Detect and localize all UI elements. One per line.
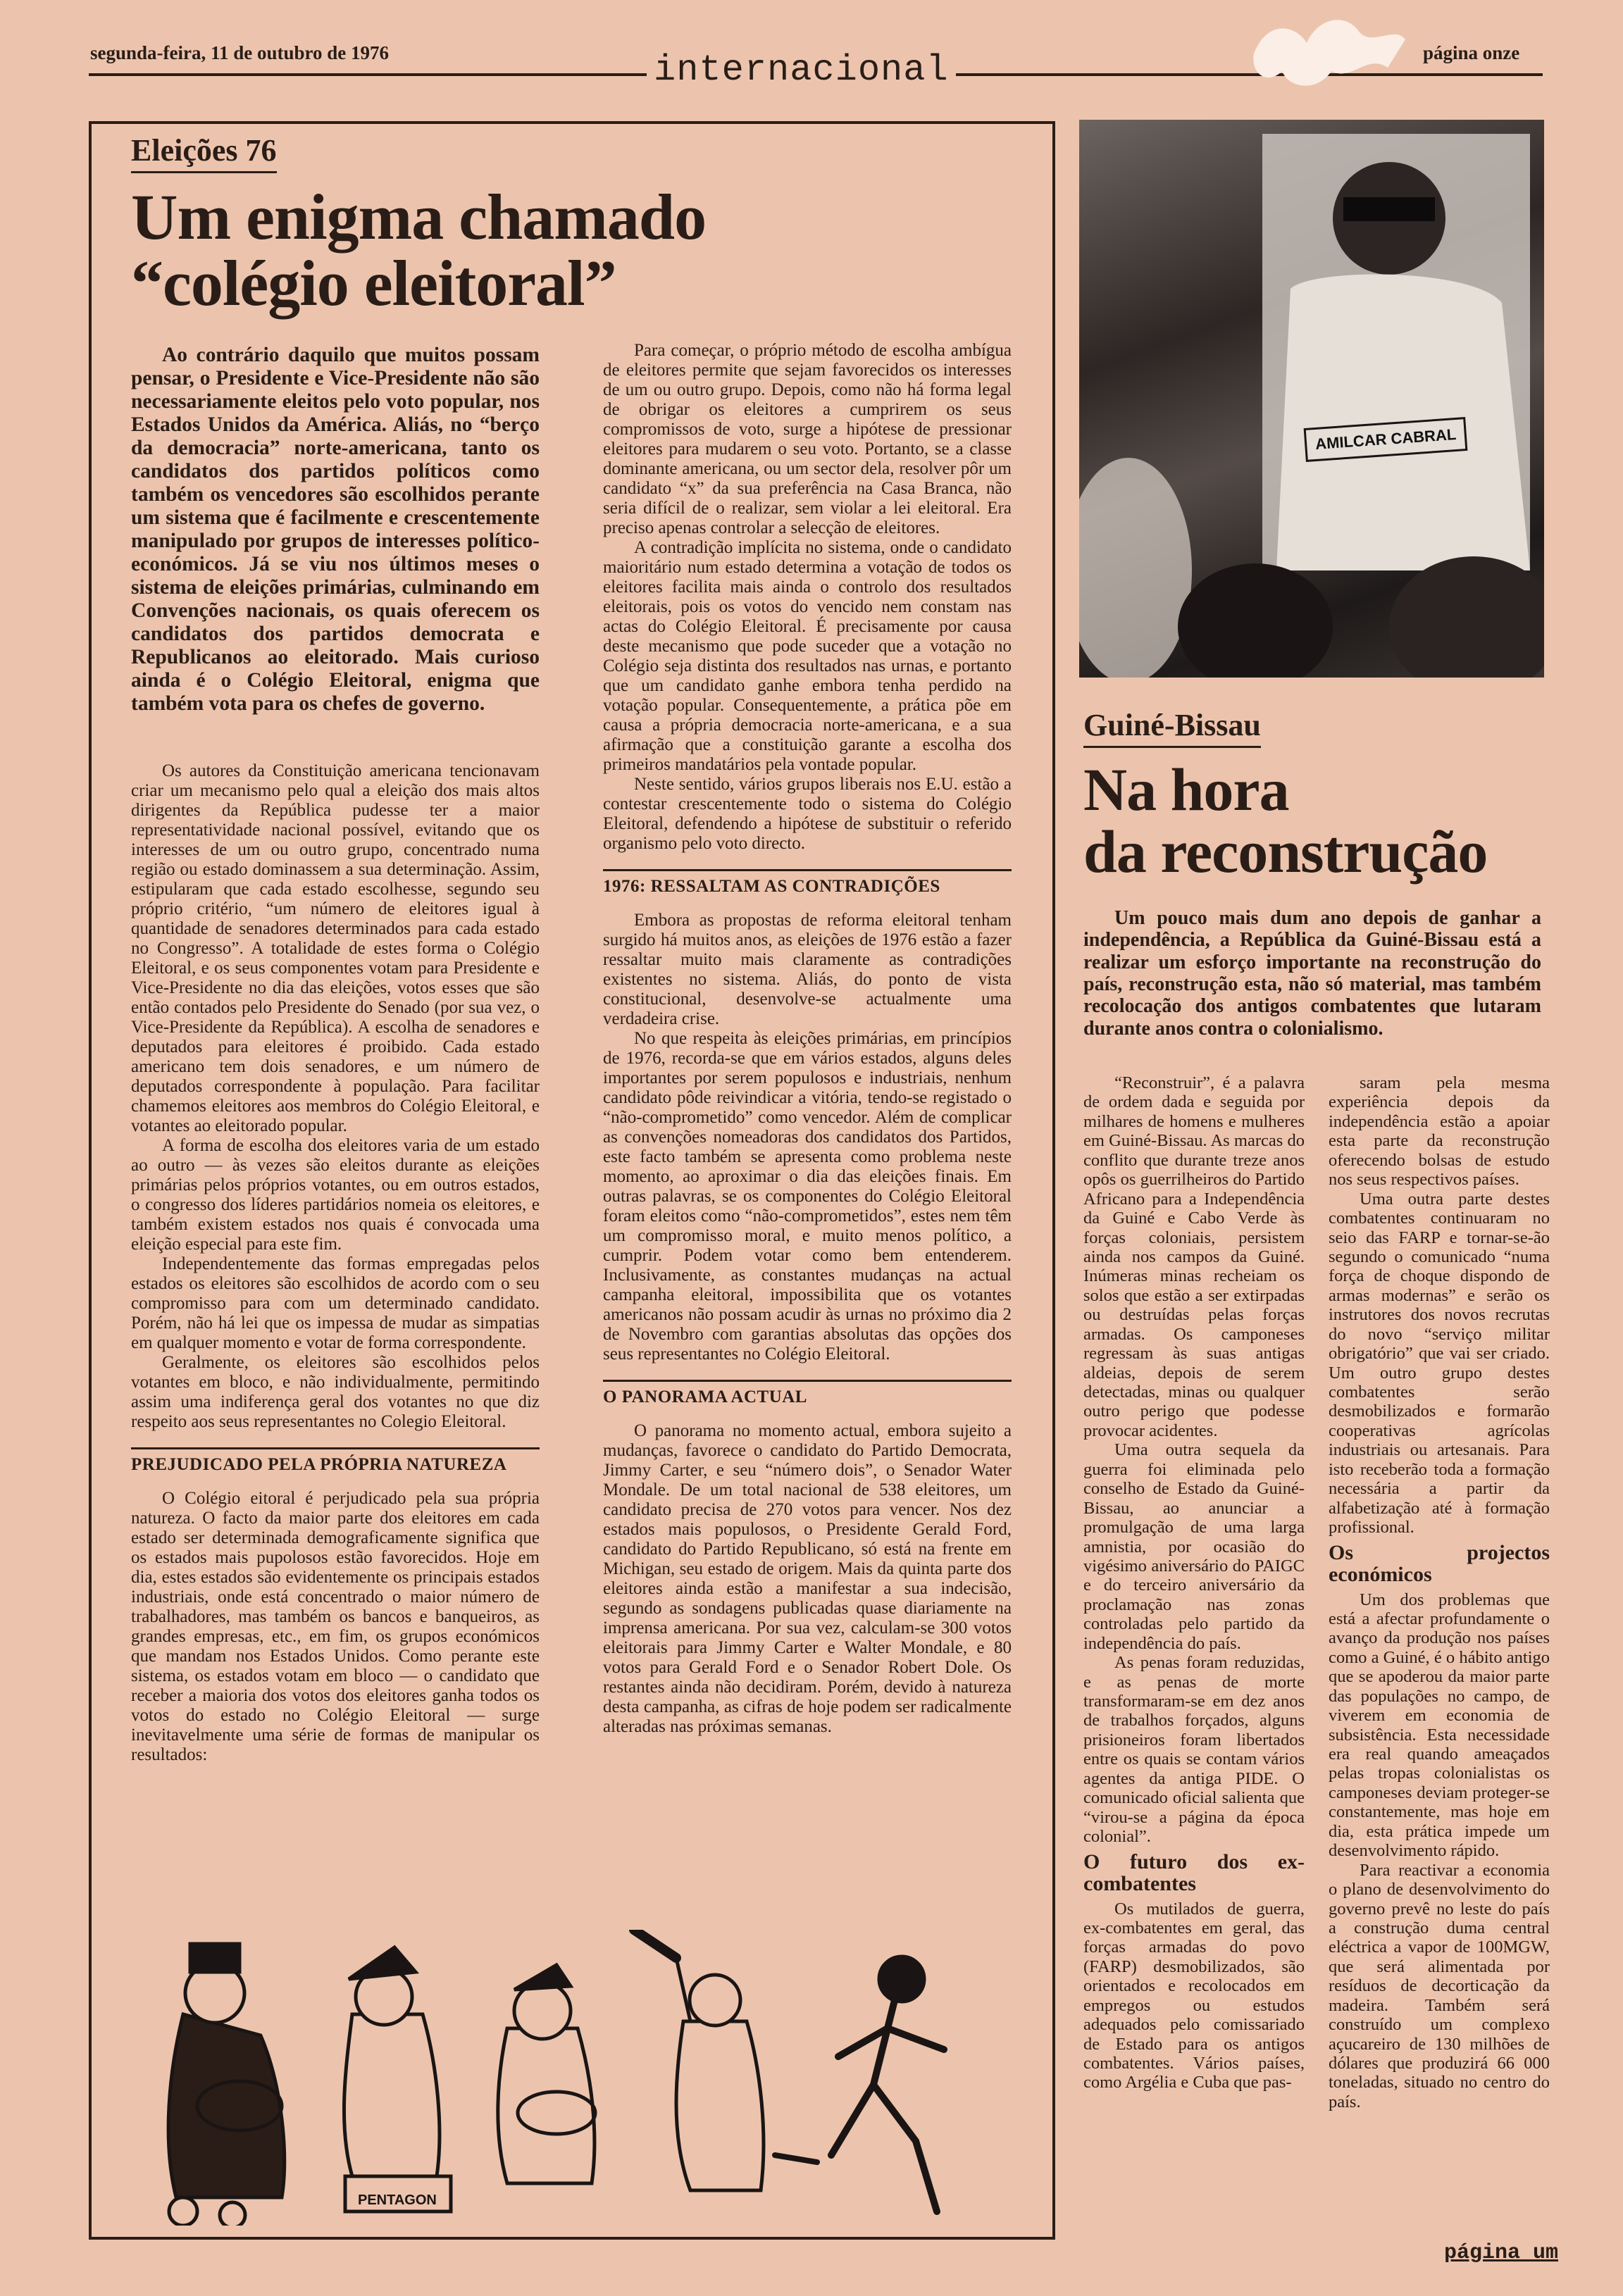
political-cartoon — [141, 1930, 1043, 2226]
article1-lead: Ao contrário daquilo que muitos possam pensar, o Presidente e Vice-Presidente não são necessariamente eleitos pelo voto popular, nos Estados Unidos da América. Aliás, no “berço da democracia” norte-americana, tanto os candidatos dos partidos políticos como também os vencedores são escolhidos perante um sistema que é facilmente e crescentemente manipulado por grupos de interesses político-económicos. Já se viu nos últimos meses o sistema de eleições primárias, culminando em Convenções nacionais, os quais oferecem os candidatos dos partidos democrata e Republicanos ao eleitorado. Mais curioso ainda é o Colégio Eleitoral, enigma que também vota para os chefes de governo. — [131, 344, 540, 716]
article1-body-col2: Para começar, o próprio método de escolha ambígua de eleitores permite que sejam favorecidos os interesses de um ou outro grupo. Depois, como não há forma legal de obrigar os eleitores a cumprirem os seus compromissos de voto, surge a hipótese de pressionar eleitores para mudarem o seu voto. Portanto, se a classe dominante americana, ou um sector dela, resolver pôr um candidato “x” da sua preferência na Casa Branca, não seria difícil de o realizar, sem violar a lei eleitoral. Era preciso apenas controlar a selecção de eleitores. A contradição implícita no sistema, onde o candidato maioritário num estado determina a votação de todos os eleitores facilita mais ainda o controlo dos resultados eleitorais, pois os votos do vencido nem constam nas actas do Colégio Eleitoral. É precisamente por causa deste mecanismo que pode suceder que a votação no Colégio seja distinta dos resultados nas urnas, e portanto que um candidato ganhe embora tenha perdido na votação popular. Consequentemente, a prática põe em causa a própria democracia norte-americana, e a sua afirmação que a constituição garante a escolha dos primeiros mandatários pela vontade popular. Neste sentido, vários grupos liberais nos E.U. estão a contestar crescentemente todo o sistema do Colégio Eleitoral, defendendo a hipótese de substituir o referido organismo pelo voto directo. — [603, 341, 1012, 853]
issue-date: segunda-feira, 11 de outubro de 1976 — [90, 42, 390, 63]
article1-body-col1: Os autores da Constituição americana tencionavam criar um mecanismo pelo qual a eleição dos mais altos dirigentes da República pudesse ter a maior representatividade nacional possível, evitando que os interesses de um ou outro grupo, concentrado numa região ou estado dominassem a sua determinação. Assim, estipularam que cada estado escolhesse, segundo seu próprio critério, “um número de eleitores igual à quantidade de senadores determinados para cada estado no Congresso”. A totalidade de estes forma o Colégio Eleitoral, e os seus componentes votam para Presidente e Vice-Presidente no dia das eleições, votos esses que são então contados pelo Presidente do Senado (por sua vez, o Vice-Presidente da República). A escolha de senadores e deputados para eleitores é proibido. Cada estado americano tem dois senadores, e um número de deputados correspondente à população. Para facilitar chamemos eleitores aos membros do Colégio Eleitoral, e votantes ao eleitorado popular. A forma de escolha dos eleitores varia de um estado ao outro — às vezes são eleitos durante as eleições primárias pelos próprios votantes, ou em outros estados, o congresso dos líderes partidários nomeia os eleitores, e também existem estados nos quais é convocada uma eleição especial para este fim. Independentemente das formas empregadas pelos estados os eleitores são escolhidos de acordo com o seu compromisso para com um determinado candidato. Porém, não há lei que os impessa de mudar as simpatias em qualquer momento e votar de forma correspondente. Geralmente, os eleitores são escolhidos pelos votantes em bloco, e não individualmente, permitindo assim uma indiferença geral dos votantes no que diz respeito aos seus representantes no Colegio Eleitoral. — [131, 761, 540, 1431]
article2-subhead-1: O futuro dos ex-combatentes — [1083, 1849, 1305, 1895]
article2-column-2: saram pela mesma experiência depois da independência estão a apoiar esta parte da reconstrução oferecendo bolsas de estudo nos seus respectivos países. Uma outra parte destes combatentes continuaram no seio das FARP e tornar-se-ão segundo o comunicado “numa força de choque dispondo de armas modernas” e serão os instrutores dos novos recrutas do novo “serviço militar obrigatório” que vai ser criado. Um outro grupo destes combatentes serão desmobilizados e formarão cooperativas agrícolas industriais ou artesanais. Para isto receberão toda a formação necessária a partir da alfabetização até à formação profissional. Os projectos económicos Um dos problemas que está a afectar profundamente o avanço da produção nos países como a Guiné, é o hábito antigo que se apoderou da maior parte das populações no campo, de viverem em economia de subsistência. Esta necessidade era real quando ameaçados pelas tropas colonialistas os camponeses deviam proteger-se constantemente, mas hoje em dia, esta prática impede um desenvolvimento rápido. Para reactivar a economia o plano de desenvolvimento do governo prevê no leste do país a construção duma central eléctrica a vapor de 100MGW, que será alimentada por resíduos de decorticação da madeira. Também será construído um complexo açucareiro de 130 milhões de dólares que produzirá 66 000 toneladas, situado no centro do país. — [1329, 1073, 1550, 2111]
article1-column-2 — [603, 341, 1012, 1737]
photo-demonstration — [1079, 120, 1544, 678]
article1-kicker: Eleições 76 — [131, 132, 277, 173]
article1-body-col1b: O Colégio eitoral é perjudicado pela sua própria natureza. O facto da maior parte dos eleitores em cada estado ser determinada demograficamente significa que os estados mais pupolosos estão favorecidos. Hoje em dia, estes estados são evidentemente os principais estados industriais, onde está concentrado o maior número de trabalhadores, mas também os bancos e banqueiros, as grandes empresas, etc., em fim, os grupos económicos que mandam nos Estados Unidos. Como perante este sistema, os estados votam em bloco — o candidato que receber a maioria dos votos dos eleitores ganha todos os votos do estado no Colégio Eleitoral — surge inevitavelmente uma série de formas de manipular os resultados: — [131, 1488, 540, 1764]
article2-lead: Um pouco mais dum ano depois de ganhar a independência, a República da Guiné-Bissau está a realizar um esforço importante na reconstrução do país, reconstrução esta, não só material, mas também recolocação dos antigos combatentes que lutaram durante anos contra o colonialismo. — [1083, 907, 1541, 1040]
article2-headline: Na hora da reconstrução — [1083, 756, 1488, 885]
photo-sign: AMILCAR CABRAL — [1304, 417, 1468, 462]
article1-subhead-3: O PANORAMA ACTUAL — [603, 1380, 1012, 1411]
article1-headline: Um enigma chamado “colégio eleitoral” — [131, 181, 707, 319]
continued-on-page[interactable]: página um — [1444, 2241, 1559, 2265]
article2-subhead-2: Os projectos económicos — [1329, 1540, 1550, 1586]
article1-body-col2b: Embora as propostas de reforma eleitoral tenham surgido há muitos anos, as eleições de 1976 estão a fazer ressaltar muito mais claramente as contradições existentes no sistema. Aliás, do ponto de vista constitucional, desenvolve-se actualmente uma verdadeira crise. No que respeita às eleições primárias, em princípios de 1976, recorda-se que em vários estados, alguns deles importantes por serem populosos e industriais, nenhum candidato pôde reivindicar a vitória, tendo-se registado o “não-comprometido” como vencedor. Além de complicar as convenções nomeadoras dos candidatos dos Partidos, este facto também se apresenta como problema neste momento, ao aproximar o dia das eleições finais. Em outras palavras, se os componentes do Colégio Eleitoral foram eleitos como “não-comprometidos”, estes nem têm um compromisso moral, e muito menos político, a cumprir. Podem votar como bem entenderem. Inclusivamente, as constantes mudanças na actual campanha eleitoral, impossibilita que os votantes americanos não possam acudir às urnas no próximo dia 2 de Novembro com garantias absolutas das opções dos seus representantes no Colégio Eleitoral. — [603, 911, 1012, 1364]
article1-body-col2c: O panorama no momento actual, embora sujeito a mudanças, favorece o candidato do Partido Democrata, Jimmy Carter, e seu “número dois”, o Senador Water Mondale. De um total nacional de 538 eleitores, um candidato precisa de 270 votos para vencer. Nos dez estados mais populosos, o Presidente Gerald Ford, candidato do Partido Republicano, só está na frente em Michigan, seu estado de origem. Mais da quinta parte dos eleitores ainda estão a manifestar a sua indecisão, segundo as sondagens publicadas quase diariamente na imprensa americana. Por sua vez, calculam-se 300 votos eleitorais para Jimmy Carter e Walter Mondale, e 80 votos para Gerald Ford e o Senador Robert Dole. Os restantes ainda não decidiram. Porém, devido à natureza desta campanha, as cifras de hoje podem ser radicalmente alteradas nas próximas semanas. — [603, 1421, 1012, 1736]
article1-column-1 — [131, 344, 540, 1765]
section-title: internacional — [647, 49, 956, 91]
article2-column-1: “Reconstruir”, é a palavra de ordem dada e seguida por milhares de homens e mulheres em Guiné-Bissau. As marcas do conflito que durante treze anos opôs os guerrilheiros do Partido Africano para a Independência da Guiné e Cabo Verde às forças coloniais, persistem ainda nos campos da Guiné. Inúmeras minas recheiam os solos que estão a ser extirpadas ou destruídas pelas forças armadas. Os camponeses regressam às suas antigas aldeias, depois de serem detectadas, minas ou qualquer outro perigo que podesse provocar acidentes. Uma outra sequela da guerra foi eliminada pelo conselho de Estado da Guiné-Bissau, ao anunciar a promulgação de uma larga amnistia, por ocasião do vigésimo aniversário do PAIGC e do terceiro aniversário da proclamação nas zonas controladas pelo partido da independência do país. As penas foram reduzidas, e as penas de morte transformaram-se em dez anos de trabalhos forçados, alguns prisioneiros foram libertados entre os quais se contam vários agentes da antiga PIDE. O comunicado oficial salienta que “virou-se a página da época colonial”. O futuro dos ex-combatentes Os mutilados de guerra, ex-combatentes em geral, das forças armadas do povo (FARP) desmobilizados, são orientados e recolocados em empregos ou estudos adequados pelo comissariado de Estado para os antigos combatentes. Vários países, como Argélia e Cuba que pas- — [1083, 1073, 1305, 2092]
masthead-emblem — [1240, 4, 1409, 96]
article1-subhead-2: 1976: RESSALTAM AS CONTRADIÇÕES — [603, 869, 1012, 901]
article2-kicker: Guiné-Bissau — [1083, 707, 1261, 748]
cartoon-label: PENTAGON — [358, 2192, 437, 2208]
article1-subhead-1: PREJUDICADO PELA PRÓPRIA NATUREZA — [131, 1447, 540, 1479]
page-number: página onze — [1423, 42, 1520, 63]
photo-shapes — [1079, 120, 1544, 678]
